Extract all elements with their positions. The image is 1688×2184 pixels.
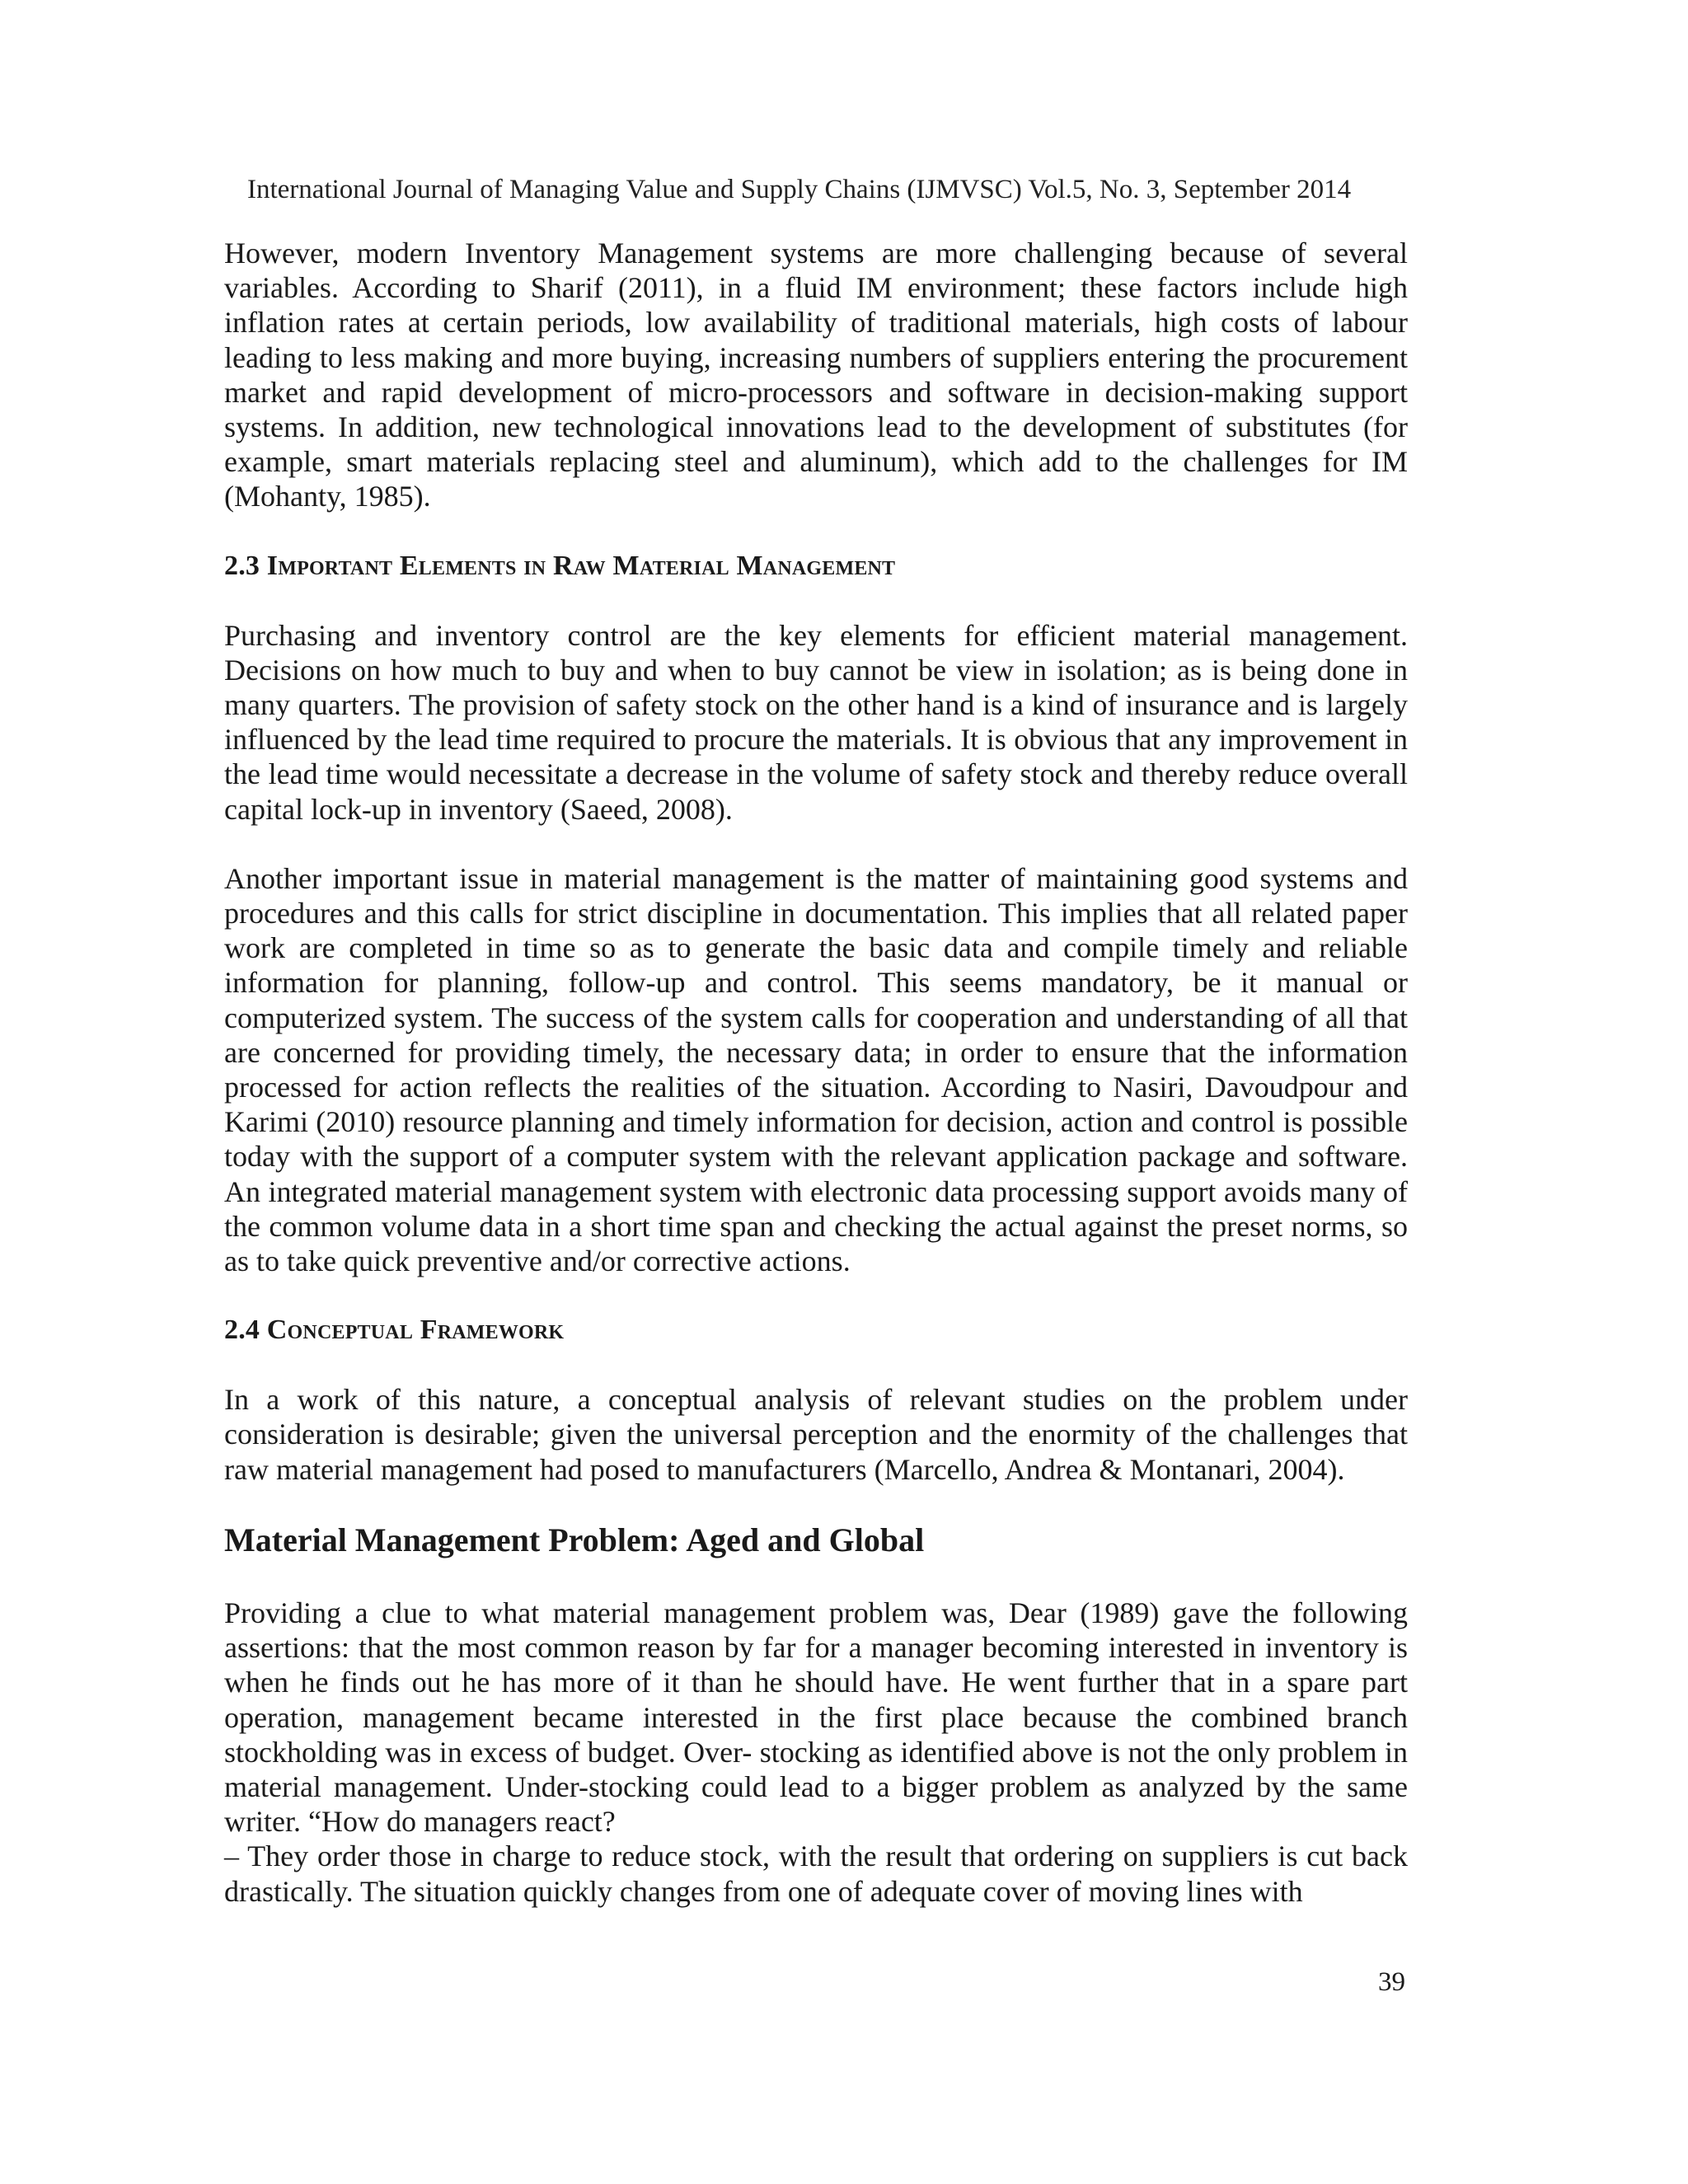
section-heading-2-3: 2.3 Important Elements in Raw Material Management (224, 550, 896, 581)
section-heading-2-4: 2.4 Conceptual Framework (224, 1315, 565, 1346)
subsection-paragraph-2: – They order those in charge to reduce stock, with the result that ordering on suppliers is cut back drastically. The situation quickly changes from one of adequate cover of moving lines with (224, 1840, 1408, 1908)
page-number: 39 (1378, 1967, 1405, 1997)
subsection-heading: Material Management Problem: Aged and Global (224, 1521, 925, 1558)
section-2-3-paragraph-2: Another important issue in material management is the matter of maintaining good systems and procedures and this calls for strict discipline in documentation. This implies that all related paper work are completed in time so as to generate the basic data and compile timely and reliable information for planning, follow-up and control. This seems mandatory, be it manual or computerized system. The success of the system calls for cooperation and understanding of all that are concerned for providing timely, the necessary data; in order to ensure that the information processed for action reflects the realities of the situation. According to Nasiri, Davoudpour and Karimi (2010) resource planning and timely information for decision, action and control is possible today with the support of a computer system with the relevant application package and software. An integrated material management system with electronic data processing support avoids many of the common volume data in a short time span and checking the actual against the preset norms, so as to take quick preventive and/or corrective actions. (224, 861, 1408, 1278)
intro-paragraph: However, modern Inventory Management systems are more challenging because of several variables. According to Sharif (2011), in a fluid IM environment; these factors include high inflation rates at certain periods, low availability of traditional materials, high costs of labour leading to less making and more buying, increasing numbers of suppliers entering the procurement market and rapid development of micro-processors and software in decision-making support systems. In addition, new technological innovations lead to the development of substitutes (for example, smart materials replacing steel and aluminum), which add to the challenges for IM (Mohanty, 1985). (224, 237, 1408, 513)
page-content (224, 236, 1408, 1909)
section-2-4-paragraph: In a work of this nature, a conceptual analysis of relevant studies on the problem under consideration is desirable; given the universal perception and the enormity of the challenges that raw material management had posed to manufacturers (Marcello, Andrea & Montanari, 2004). (224, 1383, 1408, 1486)
section-2-3-paragraph-1: Purchasing and inventory control are the key elements for efficient material management. Decisions on how much to buy and when to buy cannot be view in isolation; as is being done in many quarters. The provision of safety stock on the other hand is a kind of insurance and is largely influenced by the lead time required to procure the materials. It is obvious that any improvement in the lead time would necessitate a decrease in the volume of safety stock and thereby reduce overall capital lock-up in inventory (Saeed, 2008). (224, 618, 1408, 826)
running-header: International Journal of Managing Value and Supply Chains (IJMVSC) Vol.5, No. 3, September 2014 (247, 175, 1352, 204)
subsection-paragraph-1: Providing a clue to what material management problem was, Dear (1989) gave the following assertions: that the most common reason by far for a manager becoming interested in inventory is when he finds out he has more of it than he should have. He went further that in a spare part operation, management became interested in the first place because the combined branch stockholding was in excess of budget. Over- stocking as identified above is not the only problem in material management. Under-stocking could lead to a bigger problem as analyzed by the same writer. “How do managers react? (224, 1596, 1408, 1839)
